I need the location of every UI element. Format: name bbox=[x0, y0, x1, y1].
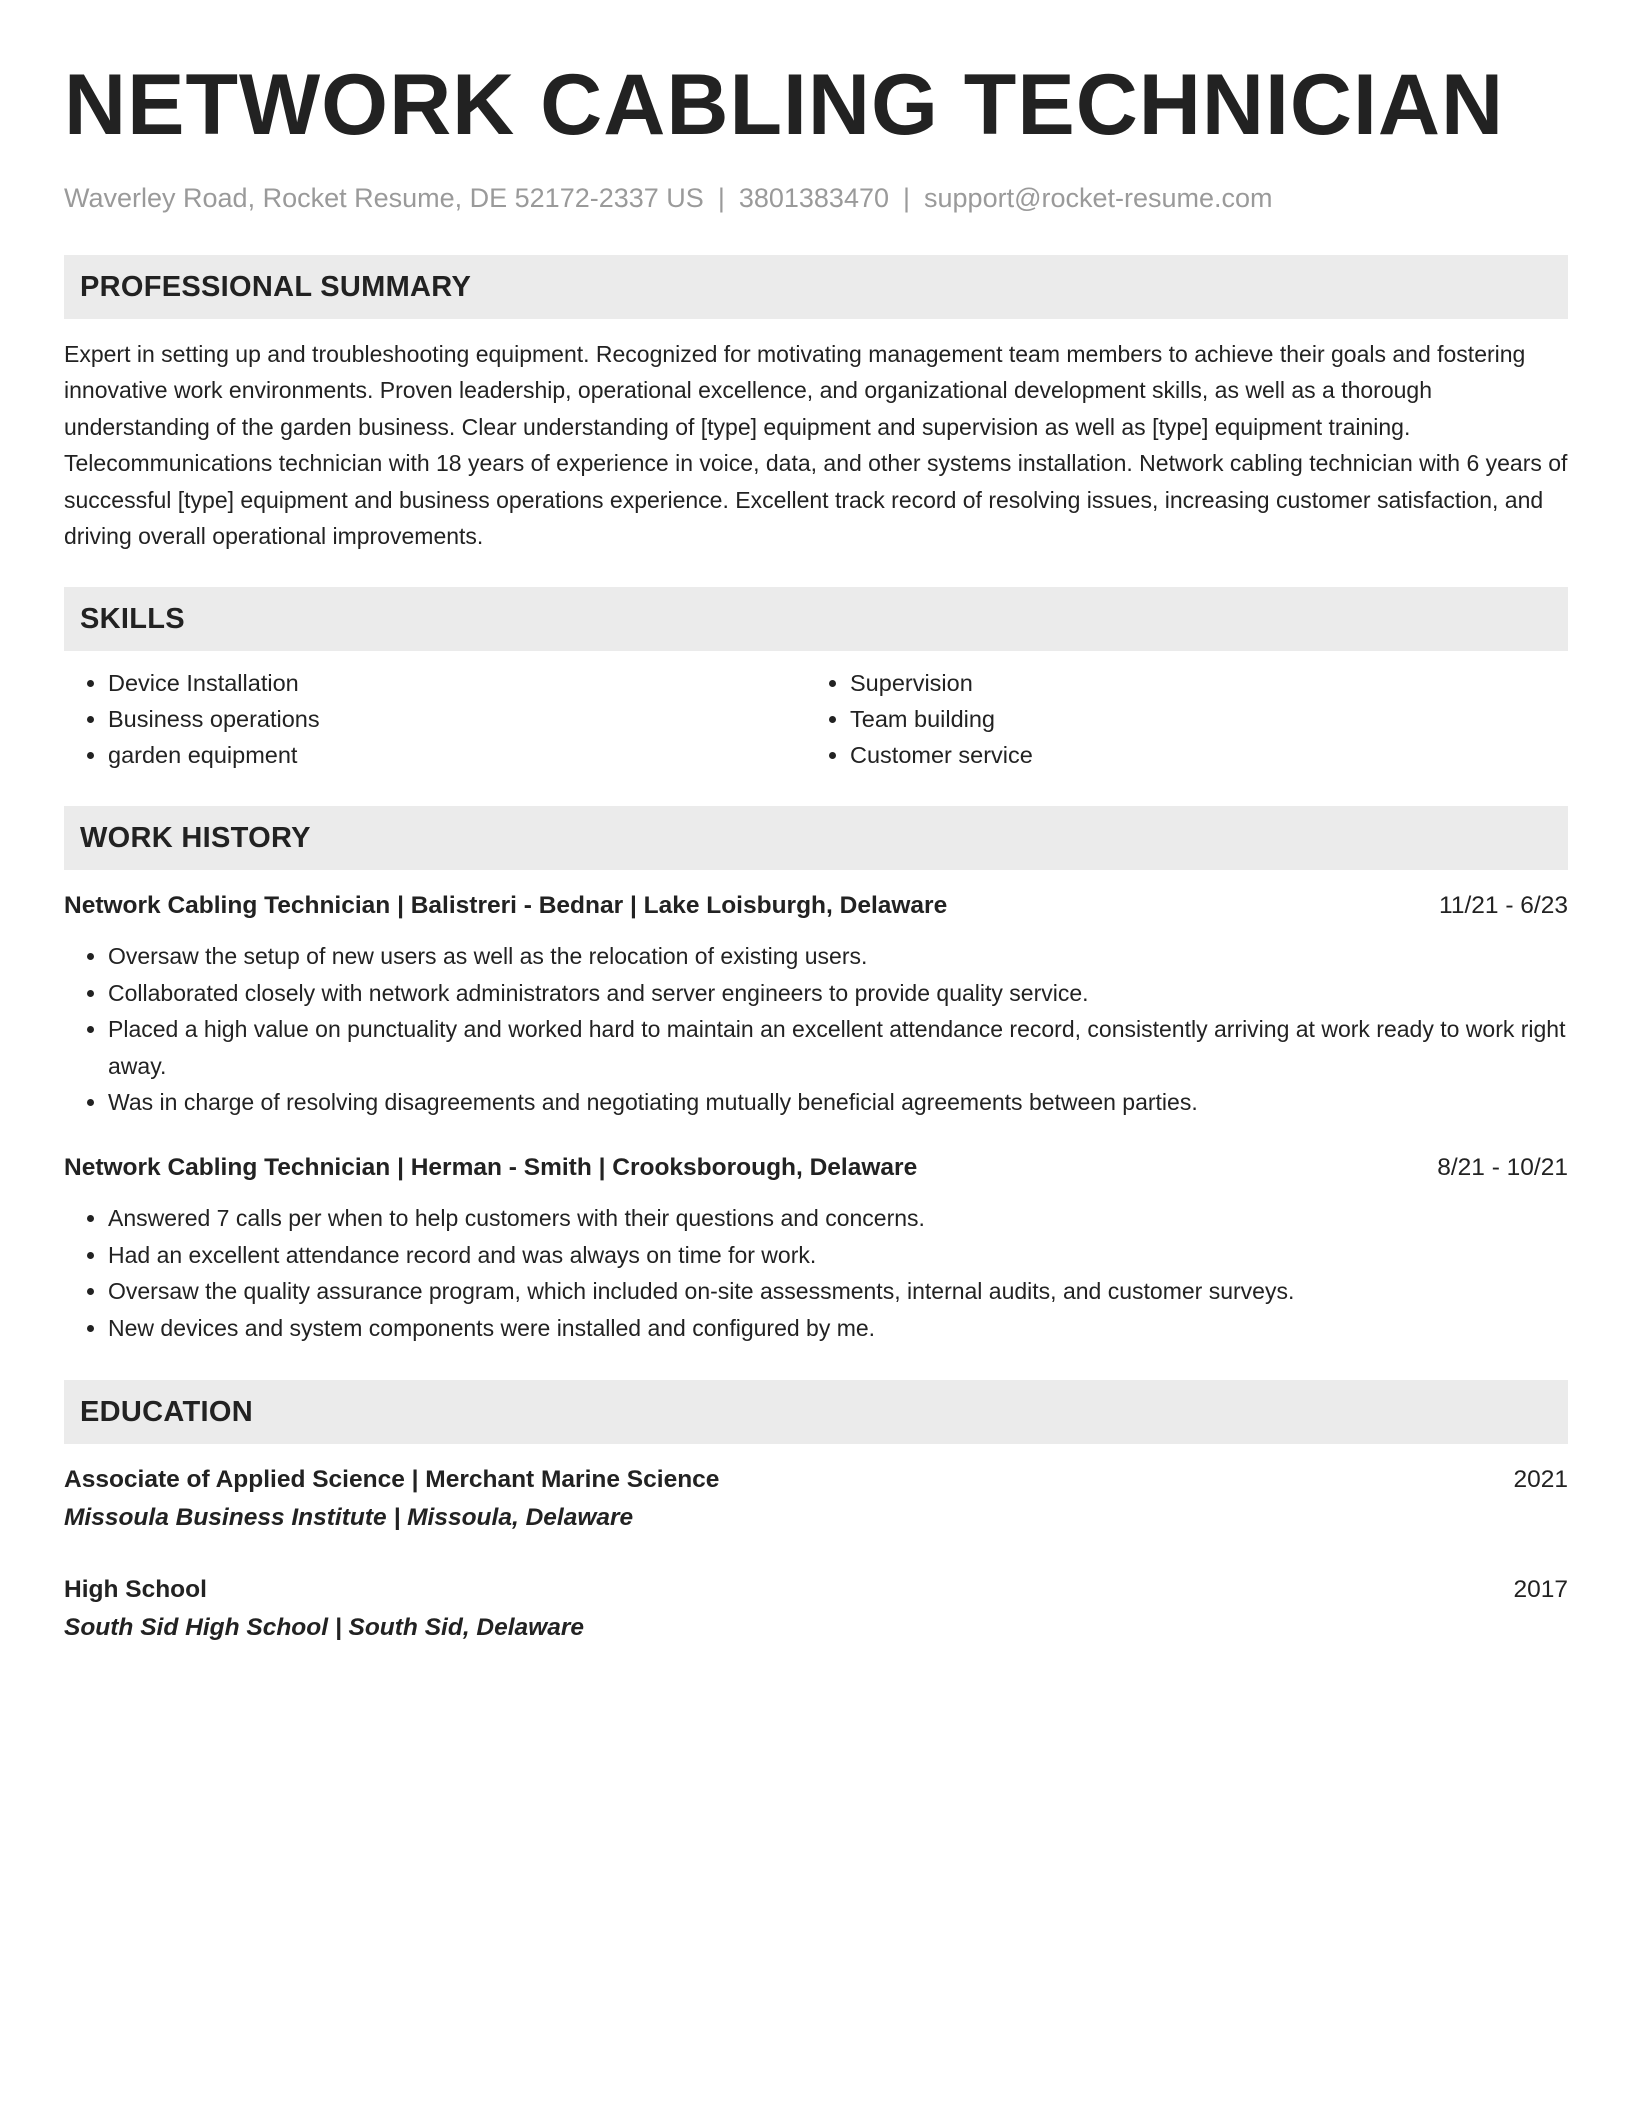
job-bullet: • Collaborated closely with network administrators and server engineers to provide quality service. bbox=[108, 975, 1568, 1011]
contact-separator: | bbox=[717, 183, 725, 213]
skill-item: • Team building bbox=[850, 701, 1548, 737]
skill-item: • Device Installation bbox=[108, 665, 806, 701]
job-title: Network Cabling Technician | Herman - Smith | Crooksborough, Delaware bbox=[64, 1154, 918, 1182]
resume-page bbox=[64, 50, 1568, 1646]
skill-item: • garden equipment bbox=[108, 737, 806, 773]
job-bullet: • New devices and system components were installed and configured by me. bbox=[108, 1310, 1568, 1346]
candidate-name: NETWORK CABLING TECHNICIAN bbox=[64, 57, 1505, 153]
education-year: 2017 bbox=[1513, 1576, 1568, 1604]
education-degree: High School bbox=[64, 1576, 207, 1604]
job-bullet: • Answered 7 calls per when to help customers with their questions and concerns. bbox=[108, 1200, 1568, 1236]
job-bullet: • Oversaw the quality assurance program, which included on-site assessments, internal audits, and customer surveys. bbox=[108, 1273, 1568, 1309]
education-school: South Sid High School | South Sid, Delaware bbox=[64, 1614, 585, 1642]
contact-email: support@rocket-resume.com bbox=[924, 183, 1273, 213]
job-header bbox=[64, 888, 1568, 924]
job-bullet: • Had an excellent attendance record and was always on time for work. bbox=[108, 1237, 1568, 1273]
skills-column-left bbox=[64, 665, 806, 773]
summary-heading: PROFESSIONAL SUMMARY bbox=[64, 255, 1568, 319]
job-header bbox=[64, 1150, 1568, 1186]
skills-list bbox=[64, 665, 1568, 773]
education-entry bbox=[64, 1462, 1568, 1536]
education-year: 2021 bbox=[1513, 1466, 1568, 1494]
contact-address: Waverley Road, Rocket Resume, DE 52172-2337 US bbox=[64, 183, 704, 213]
job-bullets bbox=[64, 1200, 1568, 1346]
contact-phone: 3801383470 bbox=[738, 183, 889, 213]
job-bullets bbox=[64, 938, 1568, 1120]
job-title: Network Cabling Technician | Balistreri - Bednar | Lake Loisburgh, Delaware bbox=[64, 892, 948, 920]
education-entry bbox=[64, 1572, 1568, 1646]
skill-item: • Supervision bbox=[850, 665, 1548, 701]
contact-line bbox=[64, 180, 1568, 216]
skill-item: • Business operations bbox=[108, 701, 806, 737]
education-header bbox=[64, 1572, 1568, 1608]
job-dates: 11/21 - 6/23 bbox=[1439, 892, 1568, 920]
contact-separator: | bbox=[903, 183, 911, 213]
job-bullet: • Oversaw the setup of new users as well as the relocation of existing users. bbox=[108, 938, 1568, 974]
job-dates: 8/21 - 10/21 bbox=[1437, 1154, 1568, 1182]
education-heading: EDUCATION bbox=[64, 1380, 1568, 1444]
education-school: Missoula Business Institute | Missoula, Delaware bbox=[64, 1504, 634, 1532]
work-history-heading: WORK HISTORY bbox=[64, 806, 1568, 870]
skills-column-right bbox=[806, 665, 1548, 773]
summary-text: Expert in setting up and troubleshooting equipment. Recognized for motivating management team members to achieve their goals and fostering innovative work environments. Proven leadership, operational excellence, and organizational development skills, as well as a thorough understanding of the garden business. Clear understanding of [type] equipment and supervision as well as [type] equipment training. Telecommunications technician with 18 years of experience in voice, data, and other systems installation. Network cabling technician with 6 years of successful [type] equipment and business operations experience. Excellent track record of resolving issues, increasing customer satisfaction, and driving overall operational improvements. bbox=[64, 341, 1568, 550]
job-entry bbox=[64, 1150, 1568, 1346]
job-entry bbox=[64, 888, 1568, 1120]
job-bullet: • Was in charge of resolving disagreements and negotiating mutually beneficial agreements between parties. bbox=[108, 1084, 1568, 1120]
job-bullet: • Placed a high value on punctuality and worked hard to maintain an excellent attendance record, consistently arriving at work ready to work right away. bbox=[108, 1011, 1568, 1084]
skill-item: • Customer service bbox=[850, 737, 1548, 773]
skills-heading: SKILLS bbox=[64, 587, 1568, 651]
education-header bbox=[64, 1462, 1568, 1498]
education-degree: Associate of Applied Science | Merchant Marine Science bbox=[64, 1466, 720, 1494]
